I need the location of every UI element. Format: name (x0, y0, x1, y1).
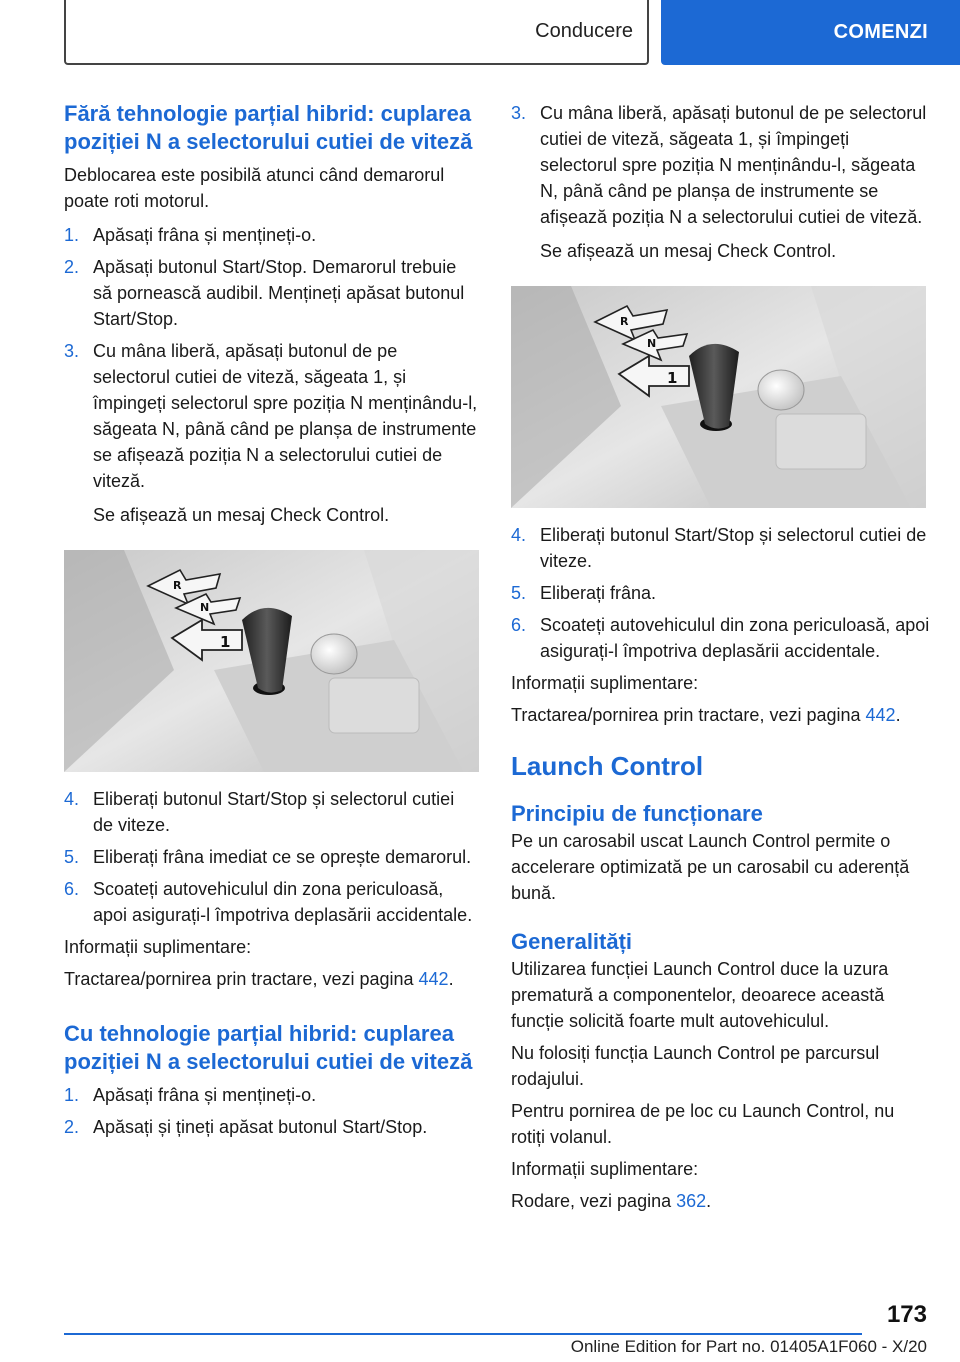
step-number: 5. (64, 847, 80, 867)
header-section-tab (64, 0, 649, 65)
step-note: Se afișează un mesaj Check Control. (93, 505, 390, 525)
general-paragraph-1: Utilizarea funcției Launch Control duce la uzura prematură a componentelor, deoarece această funcție solicită foarte mult autovehiculul. (511, 959, 889, 1031)
steps-list-r-a (511, 100, 931, 230)
info-end: . (706, 1191, 712, 1211)
info-reference (511, 1188, 931, 1214)
arrow-label: 1 (220, 633, 231, 651)
arrow-label: R (620, 315, 629, 328)
list-item (64, 254, 479, 332)
footer-divider (64, 1333, 862, 1335)
step-number: 4. (511, 525, 527, 545)
list-item (511, 580, 931, 606)
launch-control-title: Launch Control (511, 751, 704, 781)
step-text: Apăsați butonul Start/Stop. Demarorul trebuie să pornească audibil. Mențineți apăsat butonul Start/Stop. (93, 257, 465, 329)
step-number: 5. (511, 583, 527, 603)
steps-list-a (64, 222, 479, 494)
step-number: 1. (64, 1085, 80, 1105)
steps-list-r-b (511, 522, 931, 664)
step-text: Apăsați frâna și mențineți-o. (93, 1085, 317, 1105)
info-end: . (895, 705, 901, 725)
info-label: Informații suplimentare: (511, 1159, 699, 1179)
info-text: Rodare, vezi pagina (511, 1191, 677, 1211)
info-end: . (448, 969, 454, 989)
step-text: Cu mâna liberă, apăsați butonul de pe selectorul cutiei de viteză, săgeata 1, și împingeți selectorul spre poziția N menținându-l, săgeata N, până când pe planșa de instrumente se afișează poziția N a selectorului cutiei de viteză. (540, 103, 927, 227)
step-number: 2. (64, 1117, 80, 1137)
step-text: Eliberați butonul Start/Stop și selectorul cutiei de viteze. (540, 525, 927, 571)
step-text: Cu mâna liberă, apăsați butonul de pe selectorul cutiei de viteză, săgeata 1, și împingeți selectorul spre poziția N menținându-l, săgeata N, până când pe planșa de instrumente se afișează poziția N a selectorului cutiei de viteză. (93, 341, 478, 491)
list-item (64, 876, 479, 928)
right-column (511, 100, 931, 1214)
step-number: 6. (64, 879, 80, 899)
header-chapter-tab (661, 0, 960, 65)
general-title: Generalități (511, 929, 633, 954)
header-section-label: Conducere (535, 20, 633, 42)
step-number: 3. (64, 341, 80, 361)
page-link[interactable]: 442 (865, 705, 896, 725)
step-text: Eliberați butonul Start/Stop și selectorul cutiei de viteze. (93, 789, 455, 835)
principle-title: Principiu de funcționare (511, 801, 763, 826)
step-number: 4. (64, 789, 80, 809)
section-title-no-hybrid: Fără tehnologie parțial hibrid: cuplarea poziției N a selectorului cutiei de viteză (64, 101, 473, 154)
step-text: Apăsați și țineți apăsat butonul Start/Stop. (93, 1117, 428, 1137)
list-item (64, 338, 479, 494)
step-text: Eliberați frâna. (540, 583, 657, 603)
step-text: Scoateți autovehiculul din zona periculoasă, apoi asigurați-l împotriva deplasării accidentale. (93, 879, 473, 925)
step-text: Scoateți autovehiculul din zona periculoasă, apoi asigurați-l împotriva deplasării accidentale. (540, 615, 930, 661)
section-title-hybrid: Cu tehnologie parțial hibrid: cuplarea poziției N a selectorului cutiei de viteză (64, 1021, 473, 1074)
list-item (64, 1114, 479, 1140)
header-chapter-label: COMENZI (833, 21, 928, 43)
steps-list-c (64, 1082, 479, 1140)
general-paragraph-3: Pentru pornirea de pe loc cu Launch Control, nu rotiți volanul. (511, 1101, 895, 1147)
intro-paragraph: Deblocarea este posibilă atunci când demarorul poate roti motorul. (64, 165, 445, 211)
list-item (64, 844, 479, 870)
info-reference (64, 966, 479, 992)
principle-paragraph: Pe un carosabil uscat Launch Control permite o accelerare optimizată pe un carosabil cu aderență bună. (511, 831, 910, 903)
page-link[interactable]: 362 (676, 1191, 707, 1211)
page-link[interactable]: 442 (418, 969, 449, 989)
arrow-label: N (200, 601, 210, 614)
step-text: Eliberați frâna imediat ce se oprește demarorul. (93, 847, 472, 867)
footer-edition: Online Edition for Part no. 01405A1F060 - X/20 (570, 1337, 927, 1356)
list-item (64, 222, 479, 248)
list-item (511, 100, 931, 230)
info-text: Tractarea/pornirea prin tractare, vezi pagina (511, 705, 866, 725)
list-item (511, 612, 931, 664)
arrow-label: 1 (667, 369, 678, 387)
step-text: Apăsați frâna și mențineți-o. (93, 225, 317, 245)
step-number: 1. (64, 225, 80, 245)
gear-selector-figure (511, 286, 926, 508)
page-number: 173 (886, 1301, 927, 1328)
list-item (64, 786, 479, 838)
list-item (511, 522, 931, 574)
steps-list-b (64, 786, 479, 928)
left-column (64, 100, 479, 1140)
step-note: Se afișează un mesaj Check Control. (540, 241, 837, 261)
step-number: 3. (511, 103, 527, 123)
info-text: Tractarea/pornirea prin tractare, vezi pagina (64, 969, 419, 989)
info-label: Informații suplimentare: (511, 673, 699, 693)
gear-selector-figure (64, 550, 479, 772)
info-label: Informații suplimentare: (64, 937, 252, 957)
step-number: 6. (511, 615, 527, 635)
arrow-label: R (173, 579, 182, 592)
general-paragraph-2: Nu folosiți funcția Launch Control pe parcursul rodajului. (511, 1043, 880, 1089)
list-item (64, 1082, 479, 1108)
step-number: 2. (64, 257, 80, 277)
info-reference (511, 702, 931, 728)
arrow-label: N (647, 337, 657, 350)
